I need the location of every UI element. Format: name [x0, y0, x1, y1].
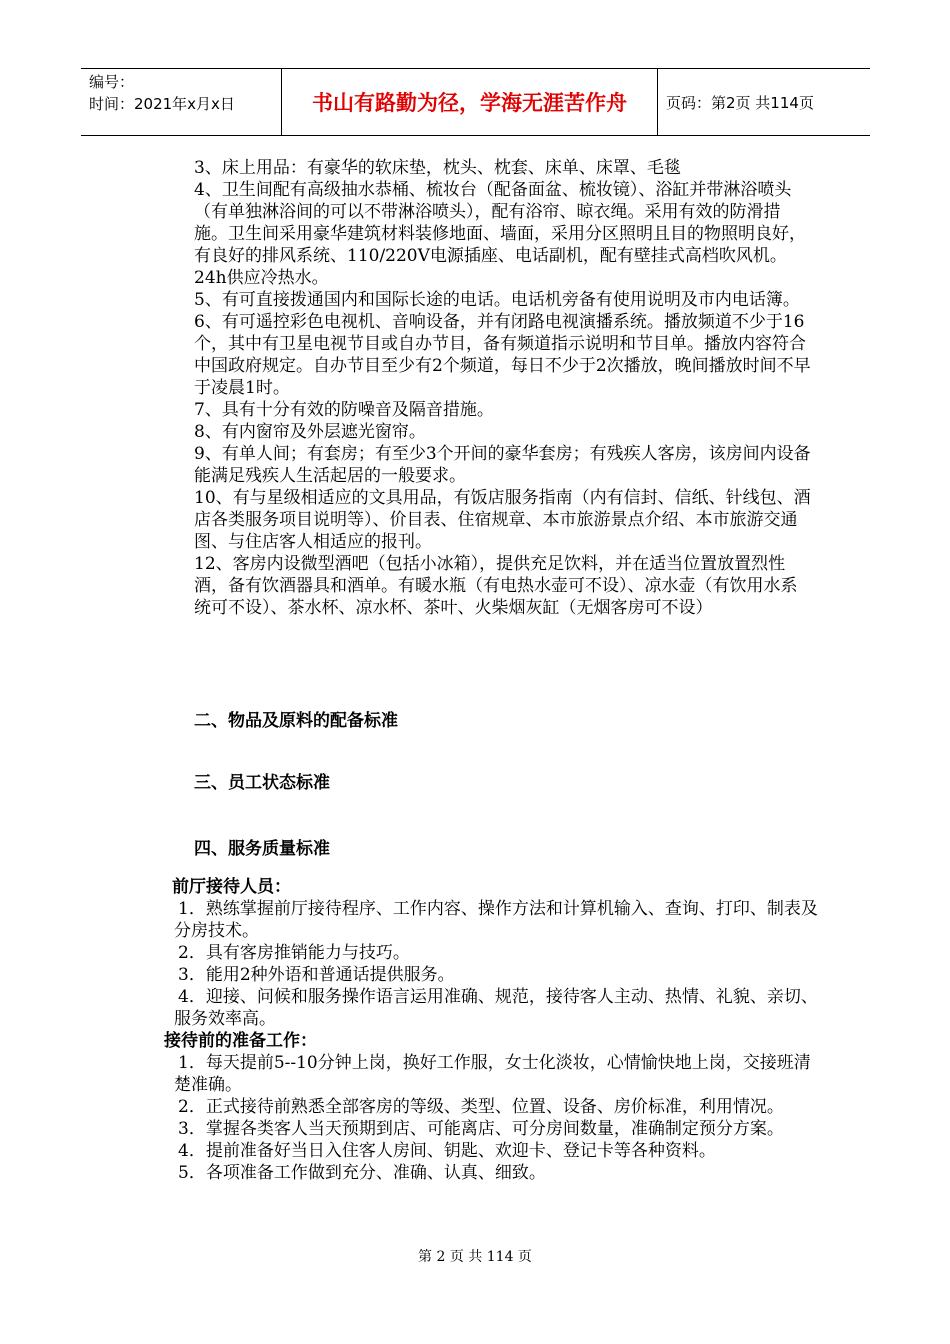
section-heading-4: 四、服务质量标准 — [194, 839, 330, 859]
room-standards — [194, 157, 814, 619]
room-item: 12、客房内设微型酒吧（包括小冰箱），提供充足饮料，并在适当位置放置烈性酒，备有饮酒器具和酒单。有暖水瓶（有电热水壶可不设）、凉水壶（有饮用水系统可不设）、茶水杯、凉水杯、茶叶、火柴烟灰缸（无烟客房可不设） — [194, 554, 798, 618]
header-meta — [81, 69, 282, 135]
page-footer: 第 2 页 共 114 页 — [418, 1249, 532, 1265]
section-heading-2: 二、物品及原料的配备标准 — [194, 711, 398, 731]
prep-item: 4．提前准备好当日入住客人房间、钥匙、欢迎卡、登记卡等各种资料。 — [178, 1141, 716, 1161]
room-item: 3、床上用品：有豪华的软床垫，枕头、枕套、床单、床罩、毛毯 — [194, 158, 681, 178]
room-item: 4、卫生间配有高级抽水恭桶、梳妆台（配备面盆、梳妆镜）、浴缸并带淋浴喷头（有单独淋浴间的可以不带淋浴喷头），配有浴帘、晾衣绳。采用有效的防滑措施。卫生间采用豪华建筑材料装修地面、墙面，采用分区照明且目的物照明良好，有良好的排风系统、110/220V电源插座、电话副机，配有壁挂式高档吹风机。24h供应冷热水。 — [194, 180, 806, 288]
prep-title: 接待前的准备工作： — [164, 1031, 317, 1051]
room-item: 8、有内窗帘及外层遮光窗帘。 — [194, 422, 426, 442]
doc-time: 时间：2021年x月x日 — [89, 95, 235, 113]
front-desk-item: 1．熟练掌握前厅接待程序、工作内容、操作方法和计算机输入、查询、打印、制表及分房技术。 — [174, 899, 818, 941]
room-item: 7、具有十分有效的防噪音及隔音措施。 — [194, 400, 494, 420]
front-desk-item: 2．具有客房推销能力与技巧。 — [178, 943, 410, 963]
prep-item: 5．各项准备工作做到充分、准确、认真、细致。 — [178, 1163, 546, 1183]
service-quality — [164, 876, 820, 1184]
room-item: 5、有可直接拨通国内和国际长途的电话。电话机旁备有使用说明及市内电话簿。 — [194, 290, 800, 310]
room-item: 10、有与星级相适应的文具用品，有饭店服务指南（内有信封、信纸、针线包、酒店各类服务项目说明等）、价目表、住宿规章、本市旅游景点介绍、本市旅游交通图、与住店客人相适应的报刊。 — [194, 488, 811, 552]
prep-item: 2．正式接待前熟悉全部客房的等级、类型、位置、设备、房价标准，利用情况。 — [178, 1097, 784, 1117]
room-item: 9、有单人间；有套房；有至少3个开间的豪华套房；有残疾人客房，该房间内设备能满足残疾人生活起居的一般要求。 — [194, 444, 811, 486]
header-motto: 书山有路勤为径，学海无涯苦作舟 — [282, 69, 658, 135]
prep-item: 3．掌握各类客人当天预期到店、可能离店、可分房间数量，准确制定预分方案。 — [178, 1119, 784, 1139]
front-desk-title: 前厅接待人员： — [172, 877, 291, 897]
front-desk-item: 3．能用2种外语和普通话提供服务。 — [178, 965, 455, 985]
prep-item: 1．每天提前5--10分钟上岗，换好工作服，女士化淡妆，心情愉快地上岗，交接班清楚准确。 — [174, 1053, 811, 1095]
room-item: 6、有可遥控彩色电视机、音响设备，并有闭路电视演播系统。播放频道不少于16个，其中有卫星电视节目或自办节目，备有频道指示说明和节目单。播放内容符合中国政府规定。自办节目至少有2个频道，每日不少于2次播放，晚间播放时间不早于凌晨1时。 — [194, 312, 811, 398]
page-header — [81, 68, 870, 136]
header-page-info: 页码：第2页 共114页 — [666, 93, 814, 112]
front-desk-item: 4．迎接、问候和服务操作语言运用准确、规范，接待客人主动、热情、礼貌、亲切、服务效率高。 — [174, 987, 818, 1029]
doc-number: 编号： — [89, 73, 135, 91]
section-heading-3: 三、员工状态标准 — [194, 773, 330, 793]
